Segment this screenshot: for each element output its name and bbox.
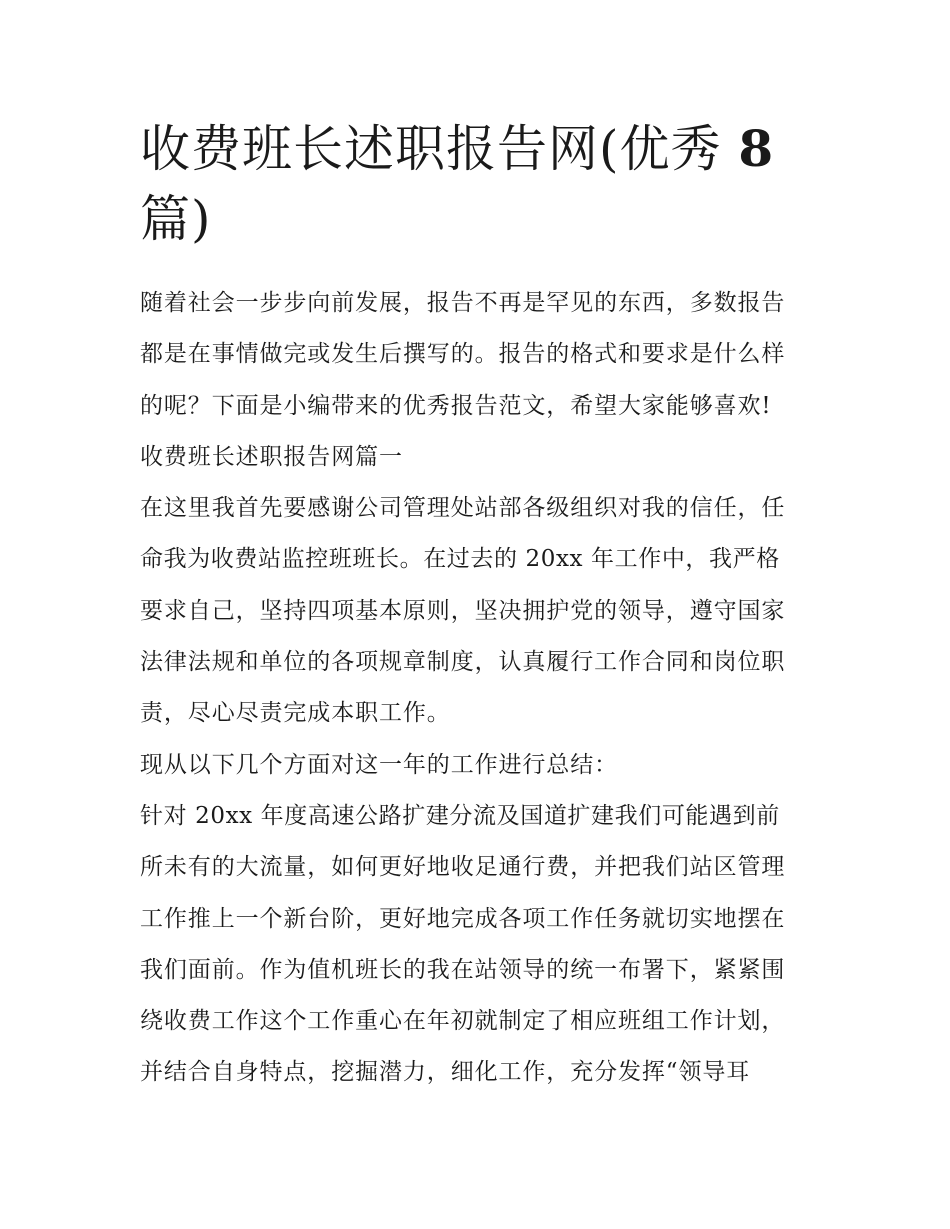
- document-body: [140, 278, 830, 1099]
- body-line: 我们面前。作为值机班长的我在站领导的统一布署下，紧紧围: [140, 956, 786, 983]
- body-line: 绕收费工作这个工作重心在年初就制定了相应班组工作计划，: [140, 1008, 786, 1035]
- body-line: 责，尽心尽责完成本职工作。: [140, 700, 451, 727]
- body-line: 要求自己，坚持四项基本原则，坚决拥护党的领导，遵守国家: [140, 597, 786, 624]
- title-text: 收费班长述职报告网(优秀: [140, 120, 722, 178]
- body-line: 工作推上一个新台阶，更好地完成各项工作任务就切实地摆在: [140, 905, 786, 932]
- body-line: 并结合自身特点，挖掘潜力，细化工作，充分发挥“领导耳: [140, 1059, 751, 1086]
- body-line: 的呢？下面是小编带来的优秀报告范文，希望大家能够喜欢!: [140, 392, 772, 419]
- body-line: 针对 20xx 年度高速公路扩建分流及国道扩建我们可能遇到前: [140, 802, 780, 829]
- section-heading: 收费班长述职报告网篇一: [140, 443, 403, 470]
- body-line: 在这里我首先要感谢公司管理处站部各级组织对我的信任，任: [140, 495, 786, 522]
- body-line: 所未有的大流量，如何更好地收足通行费，并把我们站区管理: [140, 854, 786, 881]
- body-line: 随着社会一步步向前发展，报告不再是罕见的东西，多数报告: [140, 290, 786, 316]
- title-text-line2: 篇): [140, 190, 212, 248]
- document-title: [140, 114, 840, 254]
- body-line: 命我为收费站监控班班长。在过去的 20xx 年工作中，我严格: [140, 546, 780, 573]
- body-line: 法律法规和单位的各项规章制度，认真履行工作合同和岗位职: [140, 649, 786, 676]
- title-number: 8: [738, 119, 775, 178]
- body-line: 现从以下几个方面对这一年的工作进行总结：: [140, 751, 618, 778]
- body-line: 都是在事情做完或发生后撰写的。报告的格式和要求是什么样: [140, 341, 786, 368]
